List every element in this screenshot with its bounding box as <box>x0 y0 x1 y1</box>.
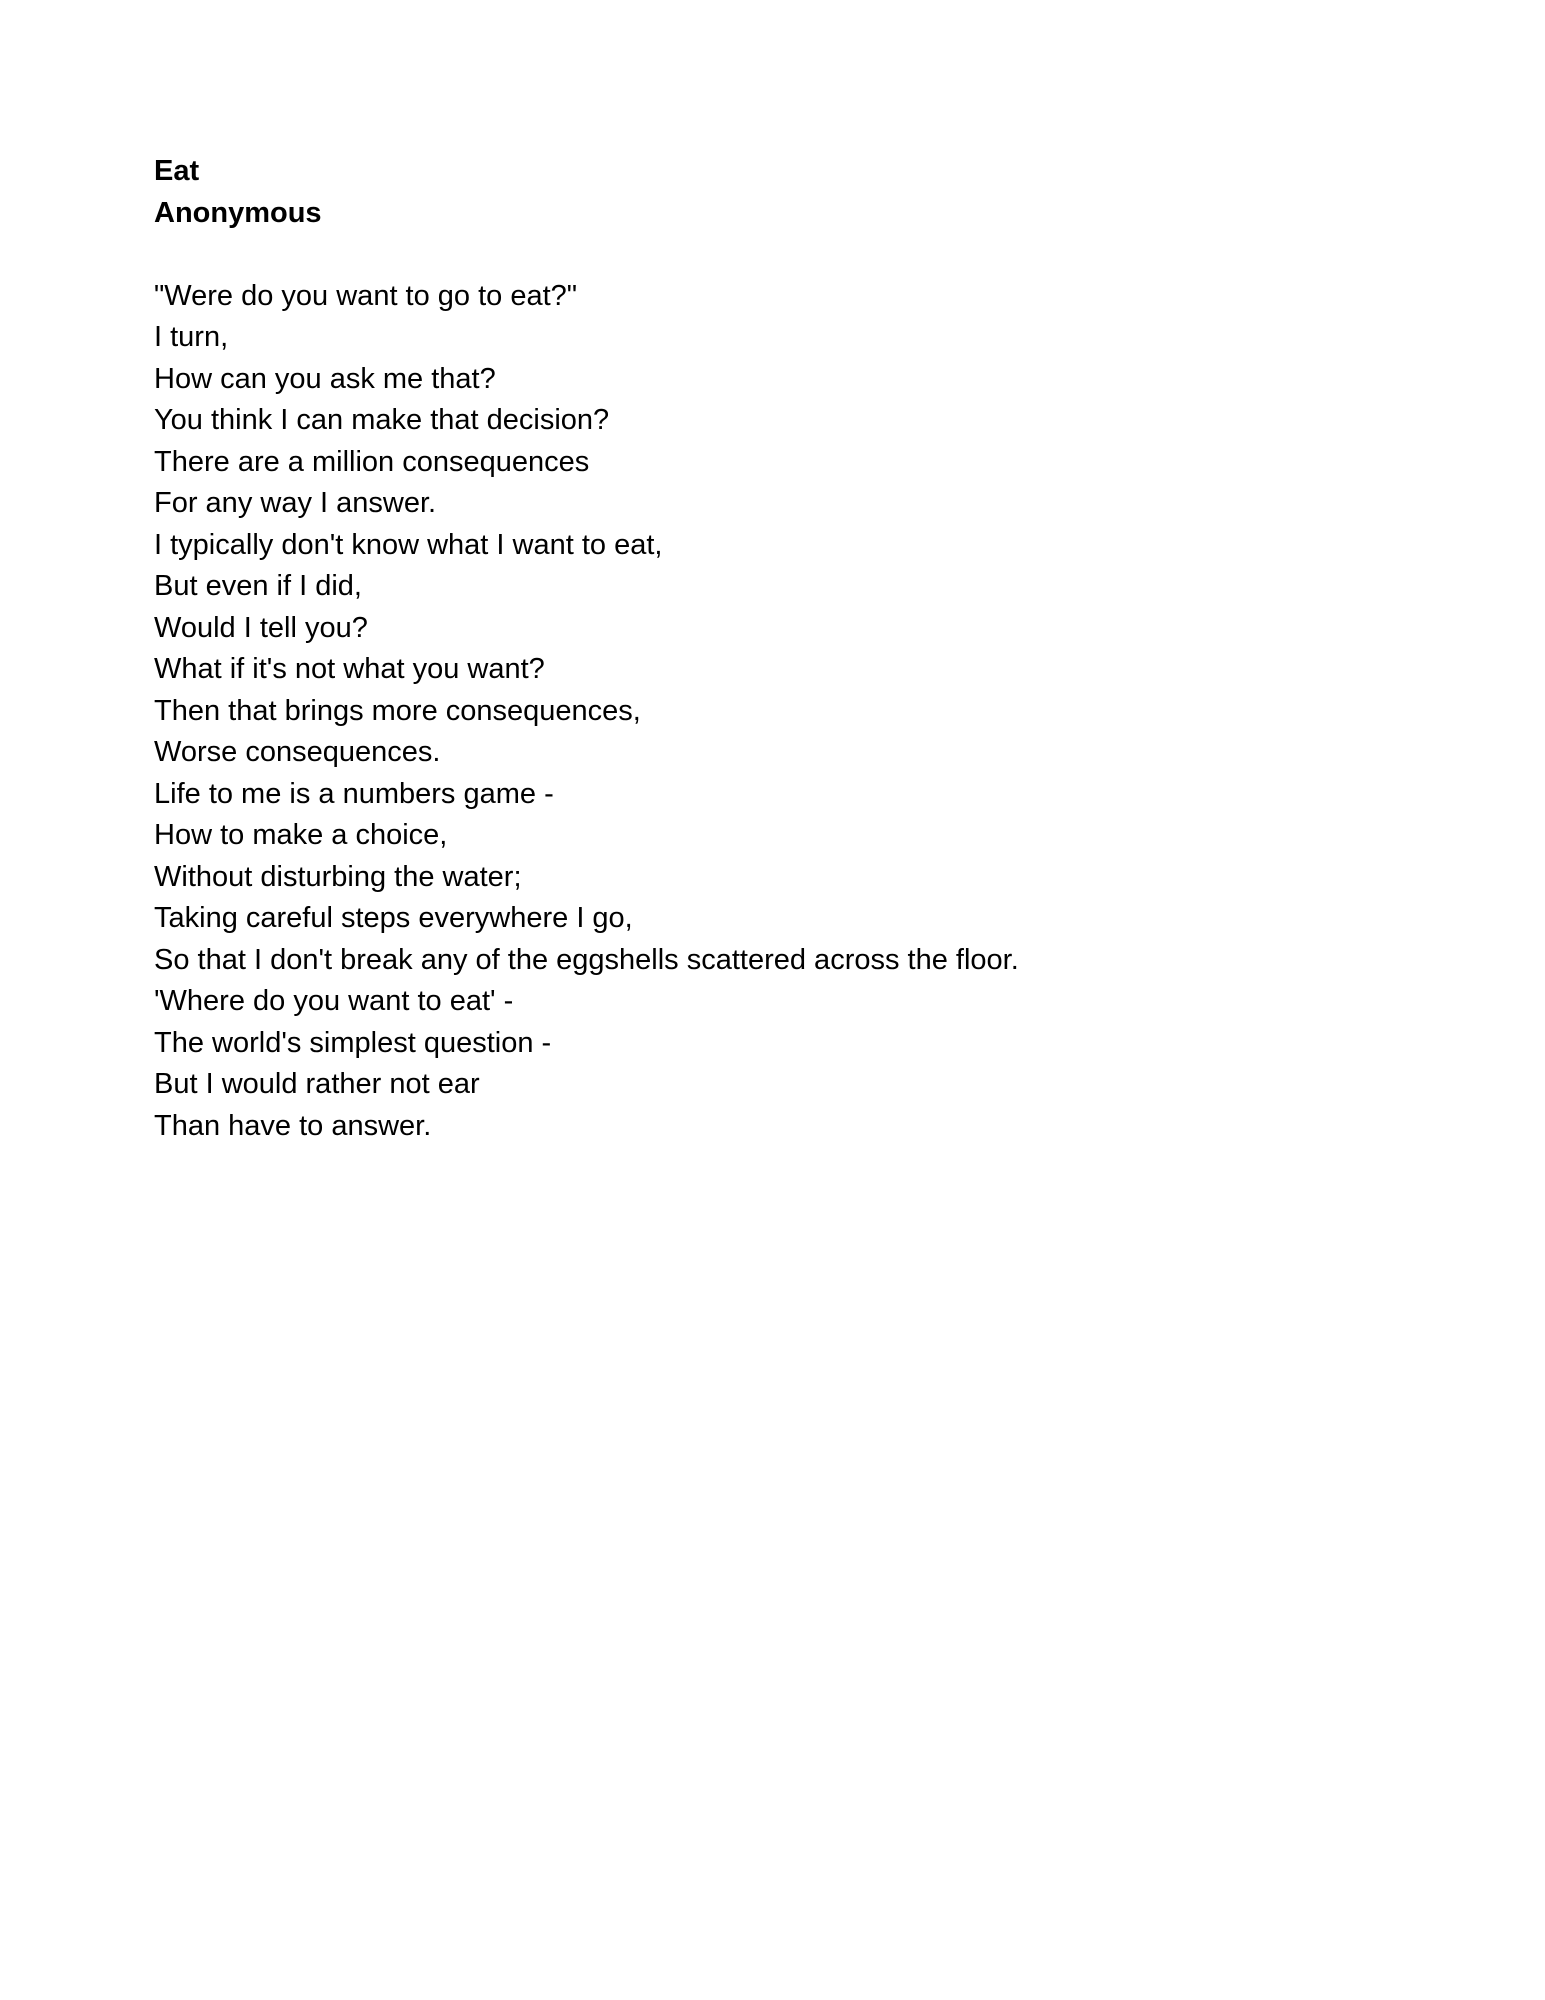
poem-author: Anonymous <box>154 196 322 229</box>
poem-line: There are a million consequences <box>154 445 590 478</box>
poem-body <box>154 276 1394 1148</box>
poem-line: For any way I answer. <box>154 487 437 519</box>
title-spacer <box>154 234 1394 276</box>
poem-line: Without disturbing the water; <box>154 860 522 893</box>
poem-line: I typically don't know what I want to eat, <box>154 528 663 561</box>
document-content <box>154 151 1394 1147</box>
poem-line: You think I can make that decision? <box>154 404 610 436</box>
poem-line: How to make a choice, <box>154 819 448 851</box>
poem-line: Taking careful steps everywhere I go, <box>154 902 633 934</box>
poem-line: How can you ask me that? <box>154 362 496 395</box>
poem-line: Life to me is a numbers game - <box>154 777 554 810</box>
poem-line: What if it's not what you want? <box>154 653 545 685</box>
poem-line: So that I don't break any of the eggshells scattered across the floor. <box>154 943 1019 976</box>
poem-line: Worse consequences. <box>154 736 441 768</box>
poem-line: But even if I did, <box>154 570 362 602</box>
poem-line: Would I tell you? <box>154 611 368 644</box>
poem-line: 'Where do you want to eat' - <box>154 985 514 1017</box>
poem-title: Eat <box>154 155 200 187</box>
poem-line: Then that brings more consequences, <box>154 694 641 727</box>
poem-line: I turn, <box>154 321 229 353</box>
poem-line: But I would rather not ear <box>154 1068 480 1100</box>
poem-line: "Were do you want to go to eat?" <box>154 279 578 312</box>
poem-line: The world's simplest question - <box>154 1026 552 1059</box>
poem-line: Than have to answer. <box>154 1109 432 1142</box>
